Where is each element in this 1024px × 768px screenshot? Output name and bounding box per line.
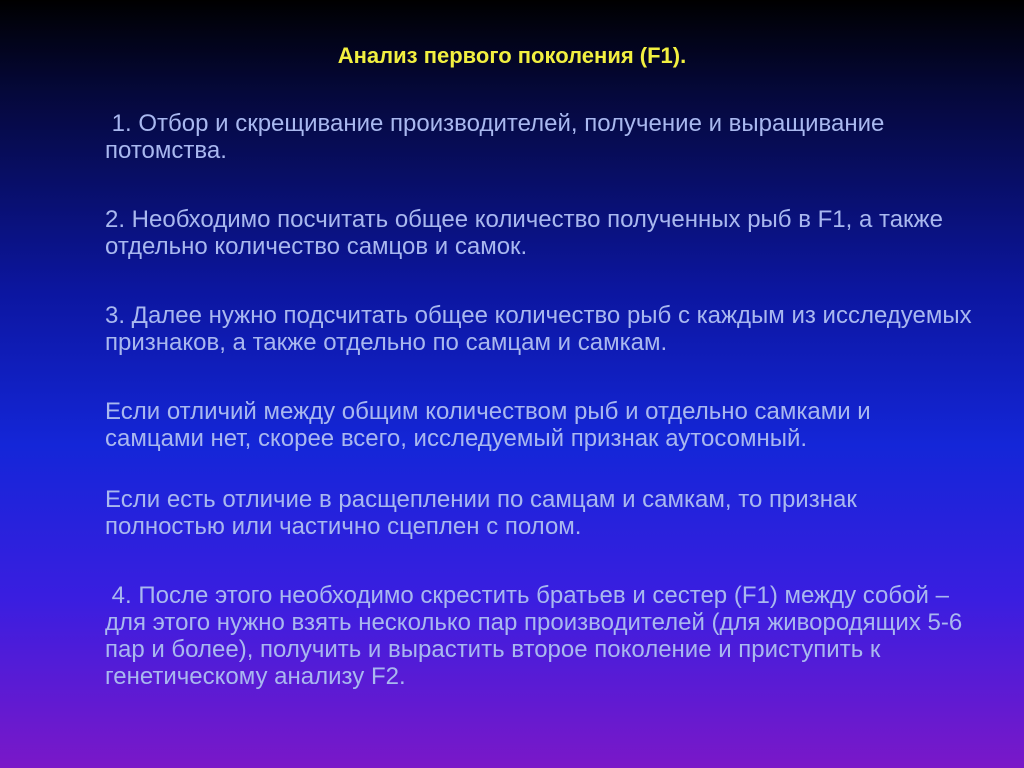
slide-title: Анализ первого поколения (F1). (337, 43, 687, 68)
paragraph-step-4: 4. После этого необходимо скрестить братьев и сестер (F1) между собой – для этого нужно взять несколько пар производителей (для живородящих 5-6 пар и более), получить и вырастить второе поколение и приступить к генетическому анализу F2. (105, 582, 969, 690)
paragraph-autosomal-note: Если отличий между общим количеством рыб и отдельно самками и самцами нет, скорее всего, исследуемый признак аутосомный. (105, 398, 878, 452)
paragraph-step-3: 3. Далее нужно подсчитать общее количество рыб с каждым из исследуемых признаков, а также отдельно по самцам и самкам. (105, 302, 979, 356)
paragraph-step-1: 1. Отбор и скрещивание производителей, получение и выращивание потомства. (105, 110, 892, 164)
paragraph-step-2: 2. Необходимо посчитать общее количество полученных рыб в F1, а также отдельно количество самцов и самок. (105, 206, 950, 260)
paragraph-sex-linked-note: Если есть отличие в расщеплении по самцам и самкам, то признак полностью или частично сцеплен с полом. (105, 486, 864, 540)
